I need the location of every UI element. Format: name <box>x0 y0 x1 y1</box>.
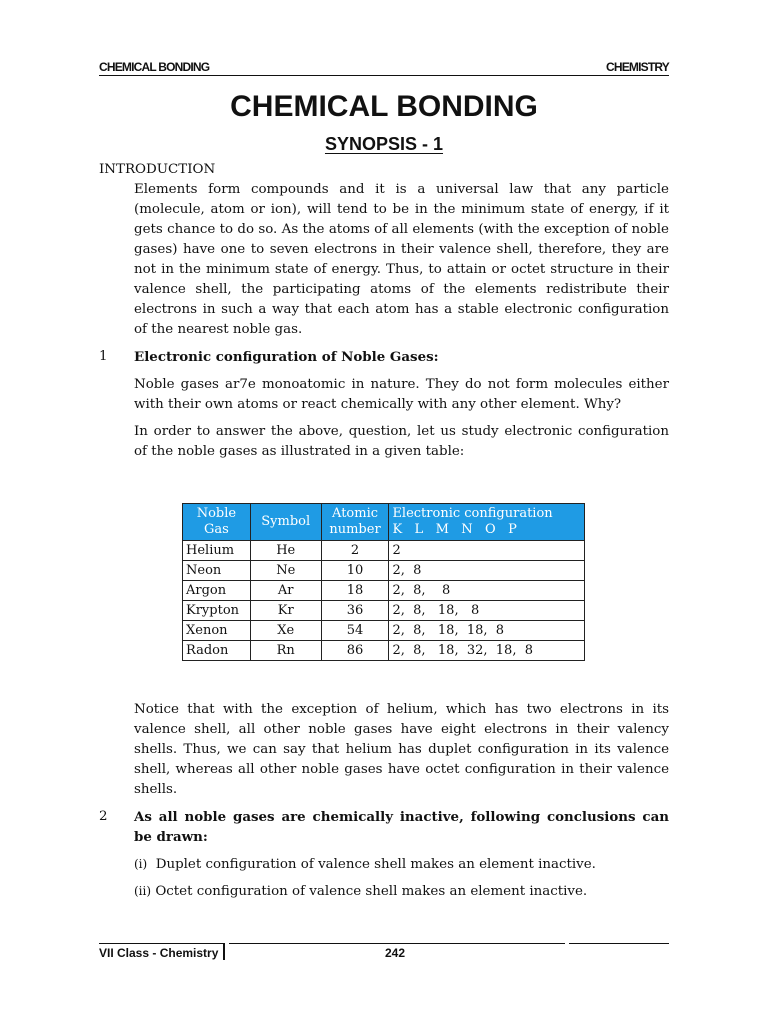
table-row <box>183 601 585 621</box>
footer-rule-right <box>569 943 669 944</box>
atomic-number-cell: 36 <box>321 601 389 621</box>
intro-heading: INTRODUCTION <box>99 162 216 177</box>
header-right-text: CHEMISTRY <box>605 60 669 74</box>
section-1-heading: Electronic configuration of Noble Gases: <box>134 349 439 365</box>
configuration-cell: 2, 8, 18, 8 <box>389 601 585 621</box>
table-row <box>183 641 585 661</box>
footer-rule-left <box>99 943 225 944</box>
table-row <box>183 581 585 601</box>
gas-name-cell: Neon <box>183 561 251 581</box>
section-2-heading: As all noble gases are chemically inactive, following conclusions can be drawn: <box>134 809 669 845</box>
configuration-cell: 2 <box>389 541 585 561</box>
item-2-marker: (ii) <box>134 884 152 898</box>
header-noble-gas: Noble Gas <box>183 504 251 541</box>
table-row <box>183 541 585 561</box>
noble-gas-table <box>182 503 585 661</box>
gas-name-cell: Radon <box>183 641 251 661</box>
item-2-text: Octet configuration of valence shell makes an element inactive. <box>155 884 588 899</box>
conclusion-item-2 <box>134 881 587 902</box>
header-left-text: CHEMICAL BONDING <box>99 60 210 74</box>
atomic-number-cell: 18 <box>321 581 389 601</box>
page-number: 242 <box>385 946 406 960</box>
table-header-row <box>183 504 585 541</box>
subtitle-text: SYNOPSIS - 1 <box>324 134 444 154</box>
symbol-cell: He <box>250 541 321 561</box>
symbol-cell: Ne <box>250 561 321 581</box>
configuration-cell: 2, 8 <box>389 561 585 581</box>
notice-paragraph: Notice that with the exception of helium, which has two electrons in its valence shell, all other noble gases have eight electrons in their valency shells. Thus, we can say that helium has duplet configuration in its valence shell, whereas all other noble gases have octet configuration in their valence shells. <box>134 702 669 797</box>
running-header <box>99 60 669 76</box>
gas-name-cell: Helium <box>183 541 251 561</box>
footer-class-label: VII Class - Chemistry <box>99 946 219 960</box>
atomic-number-cell: 2 <box>321 541 389 561</box>
conclusion-item-1 <box>134 854 596 875</box>
atomic-number-cell: 86 <box>321 641 389 661</box>
item-1-marker: (i) <box>134 857 148 871</box>
gas-name-cell: Krypton <box>183 601 251 621</box>
atomic-number-cell: 10 <box>321 561 389 581</box>
header-atomic-number: Atomic number <box>321 504 389 541</box>
symbol-cell: Xe <box>250 621 321 641</box>
intro-paragraph: Elements form compounds and it is a universal law that any particle (molecule, atom or ion), will tend to be in the minimum state of energy, if it gets chance to do so. As the atoms of all elements (with the exception of noble gases) have one to seven electrons in their valence shell, therefore, they are not in the minimum state of energy. Thus, to attain or octet structure in their valence shell, the participating atoms of the elements redistribute their electrons in such a way that each atom has a stable electronic configuration of the nearest noble gas. <box>134 182 669 337</box>
configuration-cell: 2, 8, 8 <box>389 581 585 601</box>
page-subtitle <box>0 134 768 155</box>
gas-name-cell: Xenon <box>183 621 251 641</box>
section-1-paragraph-2: In order to answer the above, question, let us study electronic configuration of the noble gases as illustrated in a given table: <box>134 424 669 459</box>
symbol-cell: Rn <box>250 641 321 661</box>
table-row <box>183 561 585 581</box>
item-1-text: Duplet configuration of valence shell makes an element inactive. <box>155 857 596 872</box>
atomic-number-cell: 54 <box>321 621 389 641</box>
footer-divider <box>223 943 225 960</box>
section-1-number: 1 <box>99 349 108 364</box>
header-symbol: Symbol <box>250 504 321 541</box>
footer-rule-middle <box>229 943 565 944</box>
symbol-cell: Ar <box>250 581 321 601</box>
header-electronic-configuration: Electronic configuration K L M N O P <box>389 504 585 541</box>
page-title: CHEMICAL BONDING <box>230 90 538 123</box>
table-row <box>183 621 585 641</box>
gas-name-cell: Argon <box>183 581 251 601</box>
configuration-cell: 2, 8, 18, 18, 8 <box>389 621 585 641</box>
configuration-cell: 2, 8, 18, 32, 18, 8 <box>389 641 585 661</box>
symbol-cell: Kr <box>250 601 321 621</box>
section-1-paragraph-1: Noble gases ar7e monoatomic in nature. They do not form molecules either with their own atoms or react chemically with any other element. Why? <box>134 377 669 412</box>
section-2-number: 2 <box>99 809 108 824</box>
